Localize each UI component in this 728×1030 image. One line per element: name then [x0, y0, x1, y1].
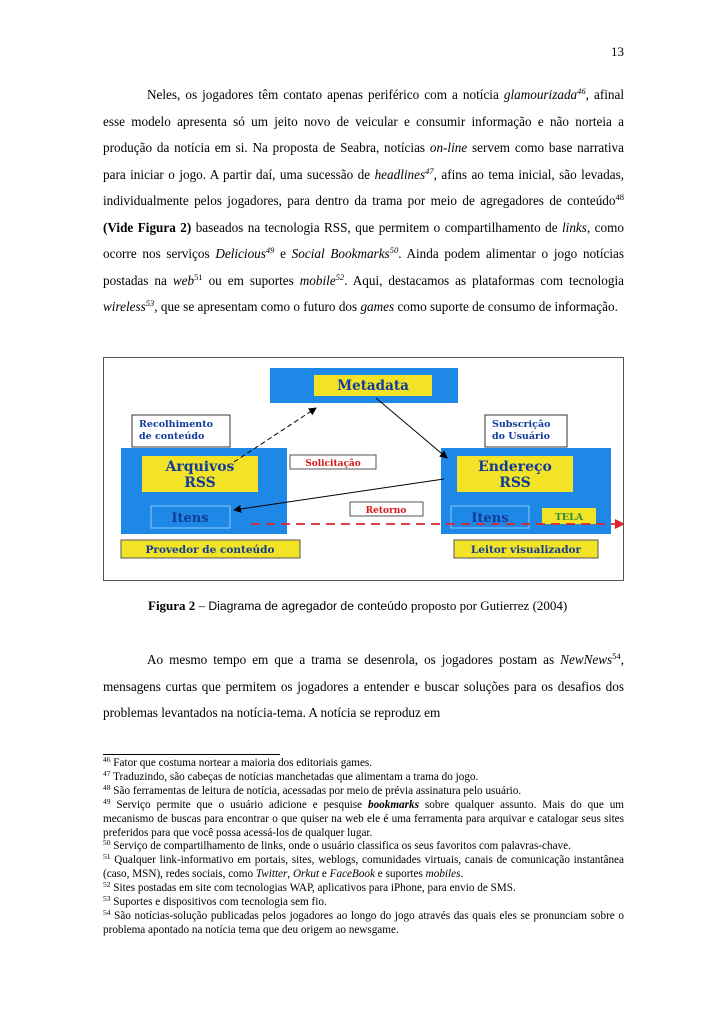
text-segment: 54 — [612, 651, 621, 661]
itens-right-label: Itens — [471, 511, 509, 526]
text-segment: FaceBook — [329, 868, 375, 881]
aggregator-diagram-svg — [104, 358, 623, 580]
body-paragraph-2 — [103, 647, 624, 727]
text-segment: web — [172, 272, 195, 288]
text-segment: , que se apresentam como o futuro dos — [154, 299, 361, 314]
tela-label: TELA — [554, 512, 584, 523]
text-segment: Fator que costuma nortear a maioria dos editoriais games. — [110, 757, 373, 769]
footnote-item — [103, 854, 624, 882]
endereco-rss-block — [441, 448, 611, 534]
text-segment: . — [460, 868, 464, 881]
text-segment: e — [319, 868, 330, 881]
text-segment: 53 — [103, 894, 111, 904]
body-paragraph-1 — [103, 82, 624, 321]
itens-left-label: Itens — [171, 511, 209, 526]
text-segment: Traduzindo, são cabeças de notícias manchetadas que alimentam a trama do jogo. — [110, 770, 479, 783]
text-segment: Serviço de compartilhamento de links, onde o usuário classifica os seus favoritos com palavras-chave. — [110, 840, 571, 853]
text-segment: mobiles — [425, 868, 461, 881]
text-segment: 50 — [103, 838, 111, 848]
text-segment: 53 — [145, 298, 155, 308]
text-segment: como suporte de consumo de informação. — [394, 299, 618, 314]
provedor-box — [121, 540, 300, 558]
text-segment: Suportes e dispositivos com tecnologia sem fio. — [110, 896, 327, 909]
text-segment: baseados na tecnologia RSS, que permitem o compartilhamento de — [191, 219, 563, 235]
text-segment: servem como base narrativa para iniciar o jogo. A partir daí, uma sucessão de — [103, 140, 624, 182]
text-segment: São ferramentas de leitura de notícia, acessadas por meio de prévia assinatura pelo usuário. — [110, 784, 522, 797]
text-segment: 46 — [577, 86, 586, 96]
text-segment: , afins ao tema inicial, são levadas, individualmente pelos jogadores, para dentro da trama por meio de agregadores de conteúdo — [103, 166, 624, 208]
caption-label: Figura 2 — [148, 598, 196, 613]
text-segment: 47 — [425, 165, 434, 176]
text-segment: 51 — [194, 271, 203, 282]
text-segment: headlines — [374, 166, 426, 182]
recolhimento-label-2: de conteúdo — [139, 431, 205, 442]
figure-2-diagram — [103, 357, 624, 581]
text-segment: Neles, os jogadores têm contato apenas periférico com a notícia — [147, 87, 504, 102]
page-number: 13 — [611, 44, 624, 59]
leitor-label: Leitor visualizador — [470, 544, 582, 556]
recolhimento-label-1: Recolhimento — [139, 419, 213, 430]
text-segment: 52 — [335, 271, 345, 282]
text-segment: Ao mesmo tempo em que a trama se desenrola, os jogadores postam as — [147, 652, 561, 667]
footnote-item — [103, 882, 624, 896]
metadata-box — [270, 368, 458, 403]
subscricao-label-2: do Usuário — [492, 431, 550, 442]
caption-text-1: Diagrama de agregador de conteúdo — [208, 599, 411, 613]
text-segment: 48 — [103, 782, 111, 792]
text-segment: e — [274, 246, 292, 261]
recolhimento-box — [132, 415, 230, 447]
subscricao-label-1: Subscrição — [492, 419, 551, 430]
figure-caption — [148, 598, 624, 614]
text-segment: Orkut — [292, 868, 320, 881]
footnote-item — [103, 757, 624, 771]
subscricao-box — [485, 415, 567, 447]
arquivos-label-2: RSS — [184, 475, 216, 491]
metadata-label: Metadata — [337, 378, 409, 394]
text-segment: 51 — [103, 852, 111, 862]
solicitacao-label-box — [290, 455, 376, 469]
text-segment: links — [562, 219, 587, 235]
retorno-label-box — [350, 502, 423, 516]
text-segment: (Vide Figura 2) — [103, 219, 192, 235]
text-segment: NewNews — [560, 652, 613, 667]
solicitacao-label: Solicitação — [305, 459, 361, 469]
paragraph-1-content — [103, 87, 624, 314]
leitor-box — [454, 540, 598, 558]
footnote-item — [103, 896, 624, 910]
footnote-item — [103, 782, 624, 799]
arquivos-rss-block — [121, 448, 287, 534]
text-segment: bookmarks — [367, 798, 419, 811]
footnote-separator — [103, 754, 280, 755]
text-segment: mobile — [299, 272, 336, 288]
footnote-item — [103, 796, 624, 841]
text-segment: 54 — [103, 907, 111, 917]
arquivos-label-1: Arquivos — [165, 459, 235, 475]
paragraph-2-content — [103, 652, 624, 720]
provedor-label: Provedor de conteúdo — [145, 544, 275, 556]
text-segment: , mensagens curtas que permitem os jogadores a entender e buscar soluções para os desafios dos problemas levantados na notícia-tema. A notícia se reproduz em — [103, 652, 624, 720]
text-segment: sobre qualquer assunto. Mais do que um mecanismo de buscas para encontrar o que quiser na web ele é uma ferramenta para arquivar e catalogar seus sites preferidos para que você possa acessá-los de qualquer lugar. — [103, 798, 624, 839]
text-segment: 47 — [103, 768, 111, 778]
text-segment: 49 — [103, 796, 111, 806]
text-segment: on-line — [429, 140, 468, 155]
text-segment: 46 — [103, 755, 111, 764]
retorno-label: Retorno — [365, 506, 407, 516]
endereco-label-2: RSS — [499, 475, 531, 491]
text-segment: 52 — [103, 880, 111, 890]
text-segment: 50 — [389, 245, 399, 255]
text-segment: São notícias-solução publicadas pelos jogadores ao longo do jogo através das quais eles se pronunciam sobre o problema apontado na notícia tema que deu origem ao newsgame. — [103, 909, 624, 936]
text-segment: 48 — [615, 192, 624, 202]
text-segment: , — [287, 868, 293, 881]
text-segment: Sites postadas em site com tecnologias WAP, aplicativos para iPhone, para envio de SMS. — [110, 882, 516, 895]
text-segment: 49 — [265, 245, 275, 255]
text-segment: Delicious — [215, 246, 266, 261]
text-segment: . Ainda podem alimentar o jogo notícias postadas na — [103, 246, 624, 288]
text-segment: glamourizada — [503, 87, 578, 102]
text-segment: , como ocorre nos serviços — [103, 219, 624, 261]
footnote-item — [103, 907, 624, 938]
caption-text-2: proposto por Gutierrez (2004) — [410, 598, 568, 613]
text-segment: Serviço permite que o usuário adicione e pesquise — [110, 798, 368, 811]
text-segment: ou em suportes — [202, 272, 300, 288]
text-segment: wireless — [103, 299, 146, 314]
footnotes — [103, 757, 624, 938]
text-segment: Twitter — [255, 868, 288, 881]
footnote-item — [103, 768, 624, 785]
text-segment: . Aqui, destacamos as plataformas com tecnologia — [344, 272, 624, 288]
footnote-item — [103, 840, 624, 854]
text-segment: games — [360, 299, 395, 314]
arrow-metadata-to-endereco — [376, 398, 447, 458]
endereco-label-1: Endereço — [478, 459, 552, 475]
text-segment: Social Bookmarks — [291, 246, 390, 261]
text-segment: Qualquer link-informativo em portais, sites, weblogs, comunidades virtuais, canais de comunicação instantânea (caso, MSN), redes sociais, como — [103, 854, 624, 881]
text-segment: e suportes — [375, 868, 426, 881]
text-segment: , afinal esse modelo apresenta só um jeito novo de veicular e consumir informação e não norteia a produção da notícia em si. Na proposta de Seabra, notícias — [103, 87, 624, 155]
caption-dash: – — [195, 598, 209, 613]
